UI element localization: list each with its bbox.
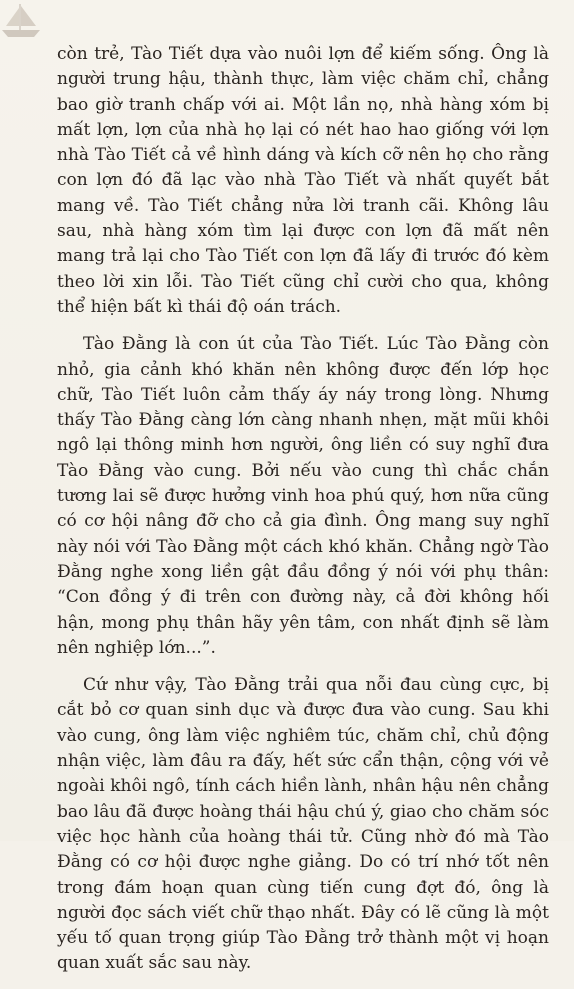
paragraph-3: Cứ như vậy, Tào Đằng trải qua nỗi đau cùng cực, bị cắt bỏ cơ quan sinh dục và được đưa vào cung. Sau khi vào cung, ông làm việc nghiêm túc, chăm chỉ, chủ động nhận việc, làm đâu ra đấy, hết sức cẩn thận, cộng với vẻ ngoài khôi ngô, tính cách hiền lành, nhân hậu nên chẳng bao lâu đã được hoàng thái hậu chú ý, giao cho chăm sóc việc học hành của hoàng thái tử. Cũng nhờ đó mà Tào Đằng có cơ hội được nghe giảng. Do có trí nhớ tốt nên trong đám hoạn quan cùng tiến cung đợt đó, ông là người đọc sách viết chữ thạo nhất. Đây có lẽ cũng là một yếu tố quan trọng giúp Tào Đằng trở thành một vị hoạn quan xuất sắc sau này. — [57, 675, 549, 974]
body-text — [57, 42, 549, 989]
ship-ornament-icon — [0, 0, 48, 40]
paragraph-1: còn trẻ, Tào Tiết dựa vào nuôi lợn để kiếm sống. Ông là người trung hậu, thành thực, làm việc chăm chỉ, chẳng bao giờ tranh chấp với ai. Một lần nọ, nhà hàng xóm bị mất lợn, lợn của nhà họ lại có nét hao hao giống với lợn nhà Tào Tiết cả về hình dáng và kích cỡ nên họ cho rằng con lợn đó đã lạc vào nhà Tào Tiết và nhất quyết bắt mang về. Tào Tiết chẳng nửa lời tranh cãi. Không lâu sau, nhà hàng xóm tìm lại được con lợn đã mất nên mang trả lại cho Tào Tiết con lợn đã lấy đi trước đó kèm theo lời xin lỗi. Tào Tiết cũng chỉ cười cho qua, không thể hiện bất kì thái độ oán trách. — [57, 44, 549, 317]
paragraph-2: Tào Đằng là con út của Tào Tiết. Lúc Tào Đằng còn nhỏ, gia cảnh khó khăn nên không được đến lớp học chữ, Tào Tiết luôn cảm thấy áy náy trong lòng. Nhưng thấy Tào Đằng càng lớn càng nhanh nhẹn, mặt mũi khôi ngô lại thông minh hơn người, ông liền có suy nghĩ đưa Tào Đằng vào cung. Bởi nếu vào cung thì chắc chắn tương lai sẽ được hưởng vinh hoa phú quý, hơn nữa cũng có cơ hội nâng đỡ cho cả gia đình. Ông mang suy nghĩ này nói với Tào Đằng một cách khó khăn. Chẳng ngờ Tào Đằng nghe xong liền gật đầu đồng ý nói với phụ thân: “Con đồng ý đi trên con đường này, cả đời không hối hận, mong phụ thân hãy yên tâm, con nhất định sẽ làm nên nghiệp lớn...”. — [57, 334, 549, 658]
